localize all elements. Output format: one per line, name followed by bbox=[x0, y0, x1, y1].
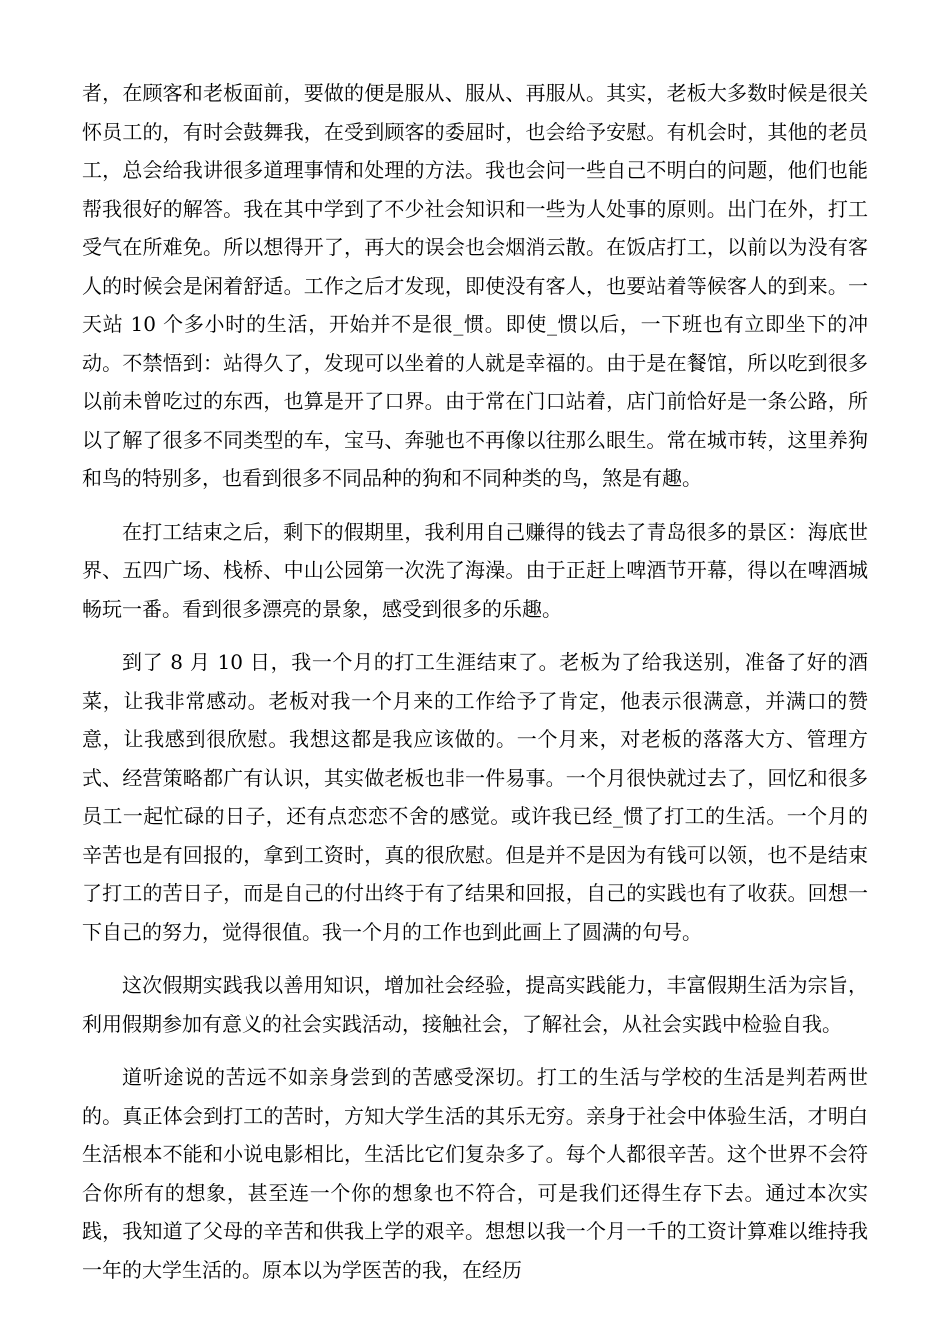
paragraph-2: 在打工结束之后，剩下的假期里，我利用自己赚得的钱去了青岛很多的景区：海底世界、五四广场、栈桥、中山公园第一次洗了海澡。由于正赶上啤酒节开幕，得以在啤酒城畅玩一番。看到很多漂亮的景象，感受到很多的乐趣。 bbox=[82, 519, 868, 621]
document-page bbox=[82, 74, 868, 1304]
paragraph-4: 这次假期实践我以善用知识，增加社会经验，提高实践能力，丰富假期生活为宗旨，利用假期参加有意义的社会实践活动，接触社会，了解社会，从社会实践中检验自我。 bbox=[82, 973, 868, 1036]
paragraph-3: 到了 8 月 10 日，我一个月的打工生涯结束了。老板为了给我送别，准备了好的酒菜，让我非常感动。老板对我一个月来的工作给予了肯定，他表示很满意，并满口的赞意，让我感到很欣慰。我想这都是我应该做的。一个月来，对老板的落落大方、管理方式、经营策略都广有认识，其实做老板也非一件易事。一个月很快就过去了，回忆和很多员工一起忙碌的日子，还有点恋恋不舍的感觉。或许我已经_惯了打工的生活。一个月的辛苦也是有回报的，拿到工资时，真的很欣慰。但是并不是因为有钱可以领，也不是结束了打工的苦日子，而是自己的付出终于有了结果和回报，自己的实践也有了收获。回想一下自己的努力，觉得很值。我一个月的工作也到此画上了圆满的句号。 bbox=[82, 650, 868, 944]
paragraph-5: 道听途说的苦远不如亲身尝到的苦感受深切。打工的生活与学校的生活是判若两世的。真正体会到打工的苦时，方知大学生活的其乐无穷。亲身于社会中体验生活，才明白生活根本不能和小说电影相比，生活比它们复杂多了。每个人都很辛苦。这个世界不会符合你所有的想象，甚至连一个你的想象也不符合，可是我们还得生存下去。通过本次实践，我知道了父母的辛苦和供我上学的艰辛。想想以我一个月一千的工资计算难以维持我一年的大学生活的。原本以为学医苦的我，在经历 bbox=[82, 1065, 868, 1282]
paragraph-1: 者，在顾客和老板面前，要做的便是服从、服从、再服从。其实，老板大多数时候是很关怀员工的，有时会鼓舞我，在受到顾客的委屈时，也会给予安慰。有机会时，其他的老员工，总会给我讲很多道理事情和处理的方法。我也会问一些自己不明白的问题，他们也能帮我很好的解答。我在其中学到了不少社会知识和一些为人处事的原则。出门在外，打工受气在所难免。所以想得开了，再大的误会也会烟消云散。在饭店打工，以前以为没有客人的时候会是闲着舒适。工作之后才发现，即使没有客人，也要站着等候客人的到来。一天站 10 个多小时的生活，开始并不是很_惯。即使_惯以后，一下班也有立即坐下的冲动。不禁悟到：站得久了，发现可以坐着的人就是幸福的。由于是在餐馆，所以吃到很多以前未曾吃过的东西，也算是开了口界。由于常在门口站着，店门前恰好是一条公路，所以了解了很多不同类型的车，宝马、奔驰也不再像以往那么眼生。常在城市转，这里养狗和鸟的特别多，也看到很多不同品种的狗和不同种类的鸟，煞是有趣。 bbox=[82, 81, 868, 490]
